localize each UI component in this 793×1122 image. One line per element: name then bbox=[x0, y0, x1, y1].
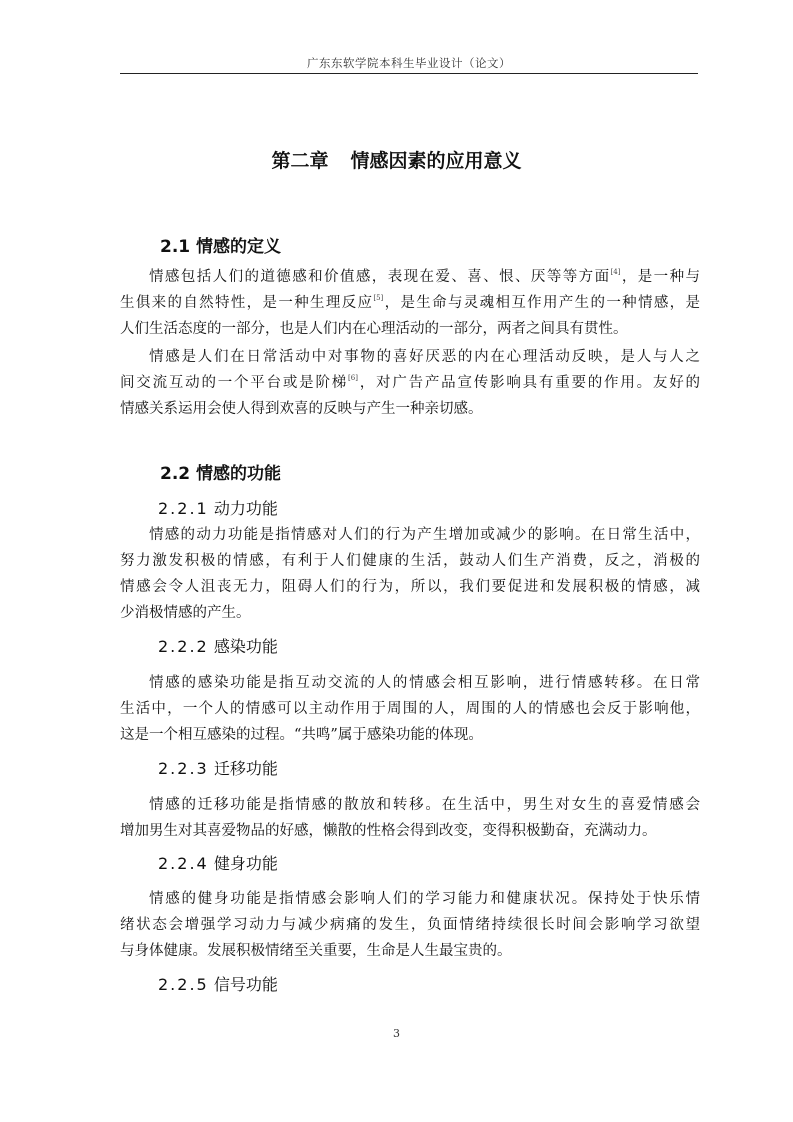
paragraph-contagion bbox=[120, 670, 700, 748]
text-line: 情感的感染功能是指互动交流的人的情感会相互影响，进行情感转移。在日常 bbox=[149, 675, 700, 691]
text-line: 增加男生对其喜爱物品的好感，懒散的性格会得到改变，变得积极勤奋，充满动力。 bbox=[120, 823, 657, 839]
subsection-number: 2.2.5 bbox=[158, 975, 209, 994]
text-line: 情感的健身功能是指情感会影响人们的学习能力和健康状况。保持处于快乐情 bbox=[149, 891, 700, 907]
text-line: 生活中，一个人的情感可以主动作用于周围的人，周围的人的情感也会反于影响他， bbox=[120, 701, 700, 717]
text-line: 与身体健康。发展积极情绪至关重要，生命是人生最宝贵的。 bbox=[120, 943, 512, 959]
citation-ref: [4] bbox=[610, 268, 621, 276]
text-line: 情感是人们在日常活动中对事物的喜好厌恶的内在心理活动反映，是人与人之 bbox=[149, 349, 700, 365]
subsection-number: 2.2.1 bbox=[158, 499, 209, 518]
paragraph-motivation bbox=[120, 522, 700, 626]
subsection-heading-2-2-3 bbox=[158, 756, 278, 779]
subsection-heading-2-2-4 bbox=[158, 851, 278, 874]
subsection-title: 感染功能 bbox=[213, 637, 278, 656]
subsection-title: 信号功能 bbox=[213, 975, 278, 994]
subsection-title: 迁移功能 bbox=[213, 759, 278, 778]
text-run: ，是一种与 bbox=[620, 269, 701, 285]
header-text: 广东东软学院本科生毕业设计（论文） bbox=[307, 56, 511, 70]
paragraph-transfer bbox=[120, 792, 700, 844]
text-run: ，对广告产品宣传影响具有重要的作用。友好的 bbox=[357, 375, 700, 391]
section-heading-2-1: 2.1 情感的定义 bbox=[160, 237, 282, 257]
subsection-title: 动力功能 bbox=[213, 499, 278, 518]
text-line bbox=[120, 290, 700, 316]
subsection-heading-2-2-1 bbox=[158, 496, 278, 519]
text-line: 少消极情感的产生。 bbox=[120, 605, 251, 621]
text-line: 绪状态会增强学习动力与减少病痛的发生，负面情绪持续很长时间会影响学习欲望 bbox=[120, 917, 700, 933]
header-rule bbox=[120, 73, 698, 74]
paragraph-definition-1 bbox=[120, 264, 700, 342]
text-line: 这是一个相互感染的过程。“共鸣”属于感染功能的体现。 bbox=[120, 727, 483, 743]
text-line: 努力激发积极的情感，有利于人们健康的生活，鼓动人们生产消费，反之，消极的 bbox=[120, 553, 700, 569]
text-run: 情感包括人们的道德感和价值感，表现在爱、喜、恨、厌等等方面 bbox=[149, 269, 611, 285]
text-line: 人们生活态度的一部分，也是人们内在心理活动的一部分，两者之间具有贯性。 bbox=[120, 321, 628, 337]
text-line bbox=[120, 370, 700, 396]
text-line bbox=[120, 264, 700, 290]
text-run: 生俱来的自然特性，是一种生理反应 bbox=[120, 295, 374, 311]
subsection-heading-2-2-2 bbox=[158, 634, 278, 657]
subsection-title: 健身功能 bbox=[213, 854, 278, 873]
text-run: 间交流互动的一个平台或是阶梯 bbox=[120, 375, 349, 391]
chapter-title bbox=[0, 146, 793, 173]
citation-ref: [5] bbox=[373, 294, 384, 302]
text-line: 情感关系运用会使人得到欢喜的反映与产生一种亲切感。 bbox=[120, 401, 483, 417]
text-line: 情感的迁移功能是指情感的散放和转移。在生活中，男生对女生的喜爱情感会 bbox=[149, 797, 700, 813]
chapter-name: 情感因素的应用意义 bbox=[350, 150, 522, 172]
text-run: ，是生命与灵魂相互作用产生的一种情感，是 bbox=[383, 295, 701, 311]
paragraph-definition-2 bbox=[120, 344, 700, 422]
section-heading-2-2: 2.2 情感的功能 bbox=[160, 464, 282, 484]
page-number: 3 bbox=[393, 1027, 400, 1040]
citation-ref: [6] bbox=[348, 374, 358, 382]
chapter-number: 第二章 bbox=[271, 150, 329, 172]
paragraph-health bbox=[120, 886, 700, 964]
subsection-number: 2.2.4 bbox=[158, 854, 209, 873]
subsection-number: 2.2.3 bbox=[158, 759, 209, 778]
subsection-number: 2.2.2 bbox=[158, 637, 209, 656]
text-line: 情感会令人沮丧无力，阻碍人们的行为，所以，我们要促进和发展积极的情感，减 bbox=[120, 579, 700, 595]
text-line: 情感的动力功能是指情感对人们的行为产生增加或减少的影响。在日常生活中， bbox=[149, 527, 700, 543]
subsection-heading-2-2-5 bbox=[158, 972, 278, 995]
